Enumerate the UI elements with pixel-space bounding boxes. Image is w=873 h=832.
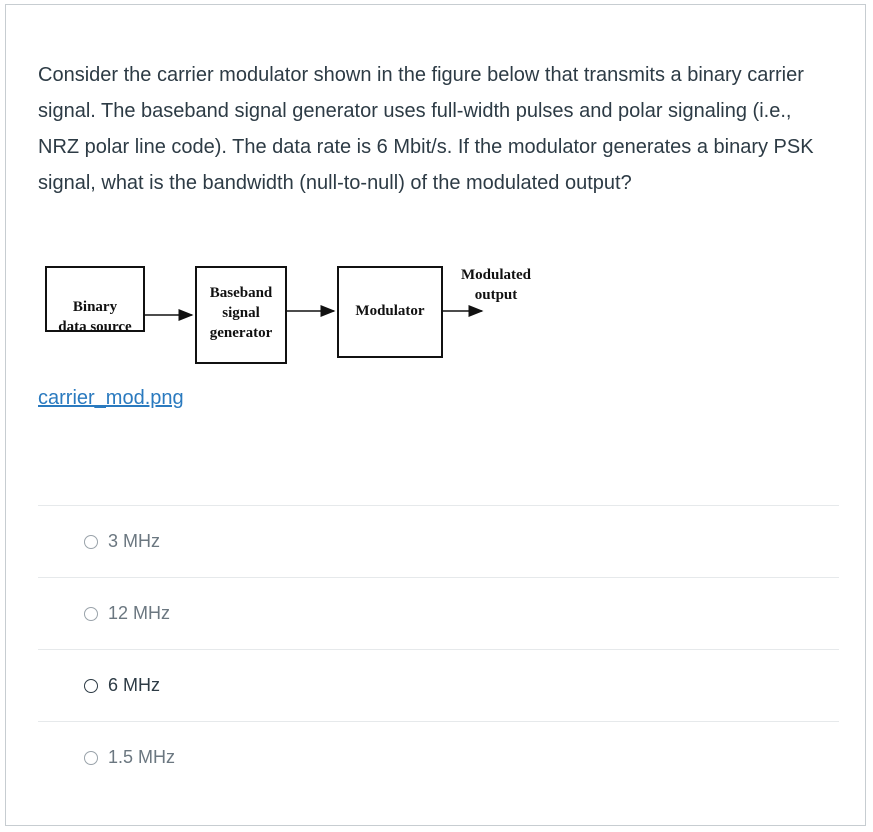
block2-label-line3: generator xyxy=(209,325,273,341)
answer-label: 3 MHz xyxy=(108,531,161,551)
answer-option-1[interactable] xyxy=(38,505,839,577)
block3-label: Modulator xyxy=(355,303,425,319)
block1-label-line2: data source xyxy=(58,319,132,335)
output-label-line1: Modulated xyxy=(460,267,532,283)
answer-label: 6 MHz xyxy=(108,675,161,695)
block-diagram-figure xyxy=(34,243,554,368)
answer-option-3[interactable] xyxy=(38,649,839,721)
block-diagram xyxy=(34,243,554,368)
radio-button-icon[interactable] xyxy=(84,679,98,693)
answer-list xyxy=(38,505,839,793)
radio-button-icon[interactable] xyxy=(84,607,98,621)
answer-label: 1.5 MHz xyxy=(108,747,176,767)
radio-button-icon[interactable] xyxy=(84,751,98,765)
answer-option-4[interactable] xyxy=(38,721,839,793)
attachment-link[interactable]: carrier_mod.png xyxy=(38,387,184,409)
question-card xyxy=(5,4,866,826)
output-label-line2: output xyxy=(474,287,518,303)
block1-label-line1: Binary xyxy=(72,299,118,315)
block2-label-line2: signal xyxy=(222,305,260,321)
answer-option-2[interactable] xyxy=(38,577,839,649)
radio-button-icon[interactable] xyxy=(84,535,98,549)
block2-label-line1: Baseband xyxy=(209,285,273,301)
answer-label: 12 MHz xyxy=(108,603,171,623)
question-text: Consider the carrier modulator shown in the figure below that transmits a binary carrier signal. The baseband signal generator uses full-width pulses and polar signaling (i.e., NRZ polar line code). The data rate is 6 Mbit/s. If the modulator generates a binary PSK signal, what is the bandwidth (null-to-null) of the modulated output? xyxy=(38,64,814,194)
